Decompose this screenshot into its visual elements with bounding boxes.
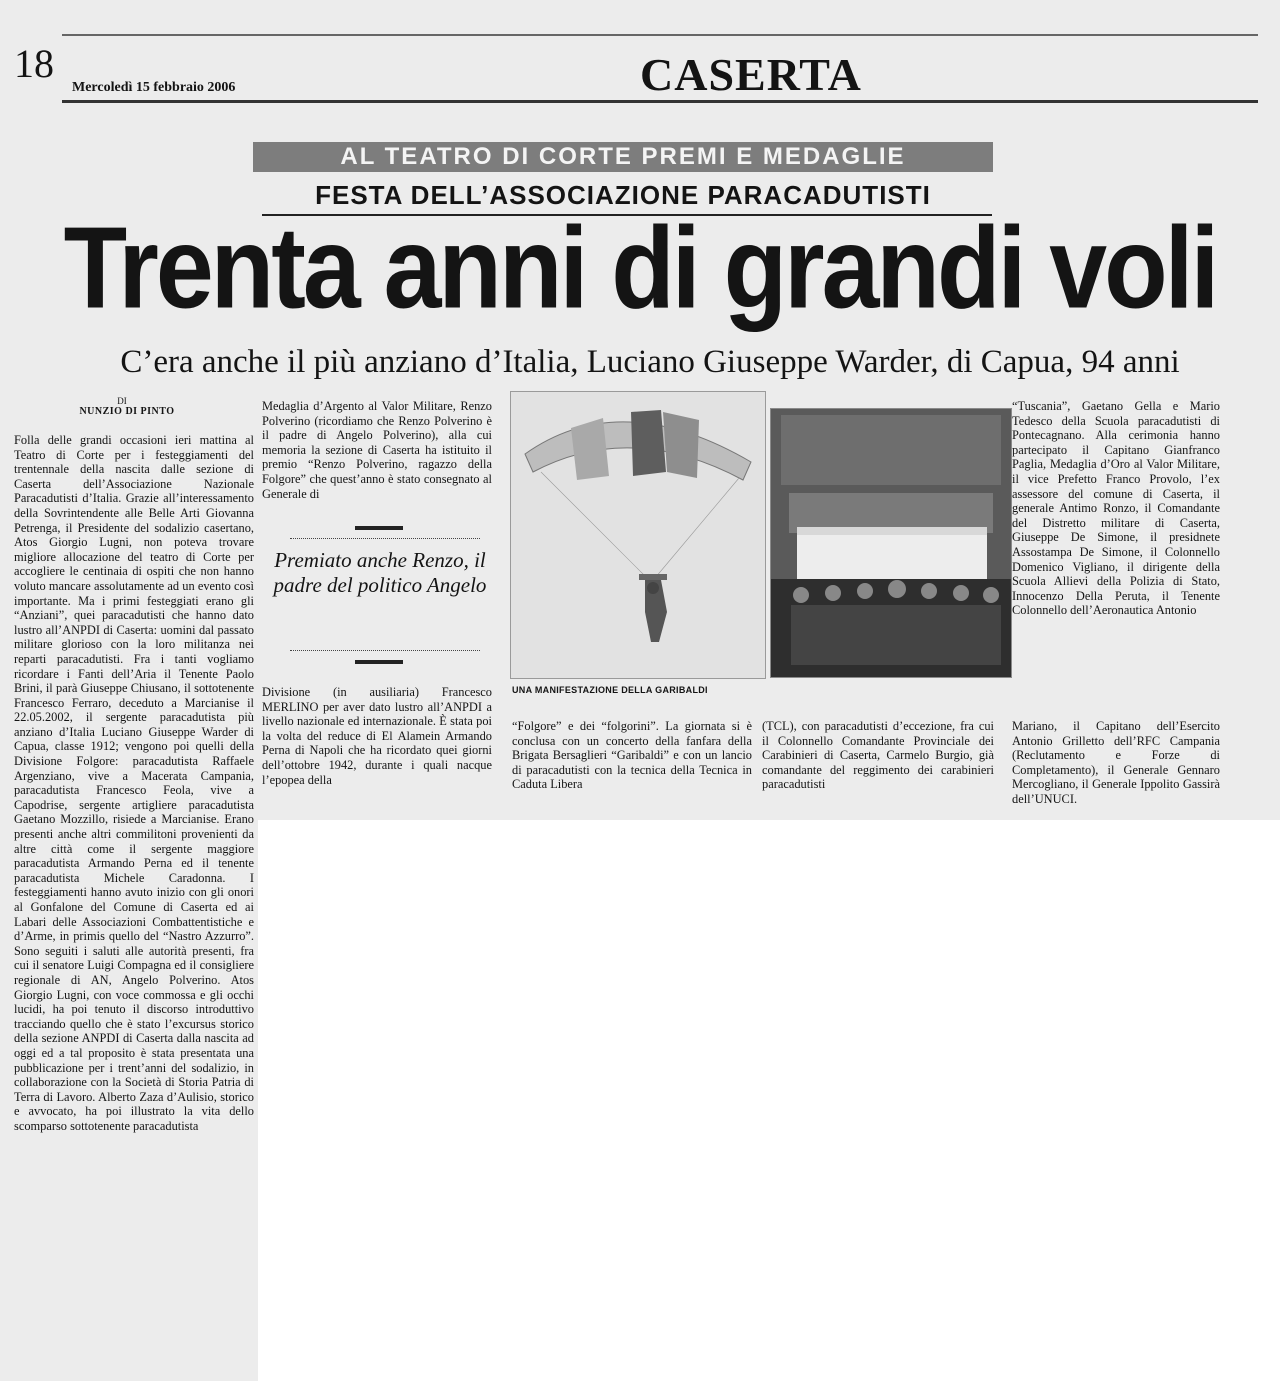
article-column-1 (14, 433, 254, 1134)
column-text: Mariano, il Capitano dell’Esercito Antonio Grilletto dell’RFC Campania (Reclutamento e Forze di Completamento), il Generale Gennaro Mercogliano, il Generale Ippolito Gassirà dell’UNUCI. (1012, 719, 1220, 806)
page-number: 18 (14, 41, 54, 86)
article-column-4 (762, 719, 994, 792)
column-text: “Folgore” e dei “folgorini”. La giornata si è conclusa con un concerto della fanfara della Brigata Bersaglieri “Garibaldi” e con un lancio di paracadutisti con la tecnica della Tecnica in Caduta Libera (512, 719, 752, 792)
section-title: CASERTA (640, 49, 862, 100)
masthead-rule (62, 100, 1258, 103)
byline-prefix: DI (117, 396, 127, 406)
ceremony-photo (770, 408, 1012, 678)
byline: NUNZIO DI PINTO (79, 406, 175, 417)
standfirst: C’era anche il più anziano d’Italia, Luciano Giuseppe Warder, di Capua, 94 anni (120, 344, 1180, 380)
pull-quote-dots-bottom (290, 650, 480, 651)
article-column-6 (1012, 719, 1220, 807)
column-text: Folla delle grandi occasioni ieri mattina al Teatro di Corte per i festeggiamenti del trentennale della nascita dalle sezione di Caserta dell’Associazione Nazionale Paracadutisti d’Italia. Grazie all’interessamento della Sovrintendente alle Belle Arti Giovanna Petrenga, il Presidente del sodalizio casertano, Atos Giorgio Lugni, non poteva trovare migliore allocazione del teatro di Corte per accogliere le centinaia di ospiti che non hanno voluto mancare assolutamente ad un evento così importante. Ma i primi festeggiati erano gli “Anziani”, quei paracadutisti che hanno dato lustro all’ANPDI di Caserta: uomini dal passato militare glorioso con la loro militanza nei reparti paracadutisti. Fra i tanti vogliamo ricordare i Fanti dell’Aria il Tenente Paolo Brini, il parà Giuseppe Chiusano, il sottotenente Francesco Ferraro, deceduto a Marcianise il 22.05.2002, il sergente paracadutista più anziano d’Italia Luciano Giuseppe Warder di Capua, classe 1912; vengono poi quelli della Divisione Folgore: paracadutista Raffaele Argenziano, vive a Macerata Campania, paracadutista Francesco Feola, vive a Capodrise, sergente artigliere paracadutista Gaetano Mozzillo, risiede a Marcianise. Erano presenti anche altri commilitoni provenienti da altre città come il sergente maggiore paracadutista Armando Perna ed il tenente paracadutista Michele Caradonna. I festeggiamenti hanno avuto inizio con gli onori al Gonfalone del Comune di Caserta ed ai Labari delle Associazioni Combattentistiche e d’Arme, in primis quello del “Nastro Azzurro”. Sono seguiti i saluti alle autorità presenti, fra cui il senatore Luigi Compagna ed il consigliere regionale di AN, Angelo Polverino. Atos Giorgio Lugni, con voce commossa e gli occhi lucidi, ha poi tenuto il discorso introduttivo tracciando quello che è stato l’excursus storico della sezione ANPDI di Caserta dalla nascita ad oggi ed a tal proposito è stata presentata una pubblicazione per i trent’anni del sodalizio, in collaborazione con la Società di Storia Patria di Terra di Lavoro. Alberto Zaza d’Aulisio, storico e avvocato, ha poi illustrato la vita dello scomparso sottotenente paracadutista (14, 433, 254, 1133)
pull-quote-rule-top (355, 526, 403, 530)
column-text: Medaglia d’Argento al Valor Militare, Renzo Polverino (ricordiamo che Renzo Polverino è il padre di Angelo Polverino), alla cui memoria la sezione di Caserta ha istituito il premio “Renzo Polverino, ragazzo della Folgore” che quest’anno è stato consegnato al Generale di (262, 399, 492, 501)
parachute-photo (510, 391, 766, 679)
column-text: (TCL), con paracadutisti d’eccezione, fra cui il Colonnello Comandante Provinciale dei Carabinieri di Caserta, Carmelo Burgio, già comandante del reggimento dei carabinieri paracadutisti (762, 719, 994, 792)
article-column-3 (512, 719, 752, 792)
column-text: Divisione (in ausiliaria) Francesco MERLINO per aver dato lustro all’ANPDI a livello nazionale ed internazionale. È stata poi la volta del reduce di El Alamein Armando Perna di Napoli che ha ricordato quei giorni dell’ottobre 1942, durante i quali nacque l’epopea della (262, 685, 492, 787)
ceremony-illustration (771, 409, 1011, 677)
article-column-2-top (262, 399, 492, 501)
column-text: “Tuscania”, Gaetano Gella e Mario Tedesco della Scuola paracadutisti di Pontecagnano. Alla cerimonia hanno partecipato il Capitano Gianfranco Paglia, Medaglia d’Oro al Valor Militare, il vice Prefetto Franco Provolo, l’ex assessore del comune di Caserta, il generale Antimo Ronzo, il Comandante del Distretto militare di Caserta, Giuseppe De Simone, il presidnete Assostampa De Simone, il Colonnello Domenico Vigliano, il dirigente della Scuola Allievi della Polizia di Stato, Innocenzo Della Peruta, il Tenente Colonnello dell’Aeronautica Antonio (1012, 399, 1220, 618)
article-column-5 (1012, 399, 1220, 618)
photo-caption: UNA MANIFESTAZIONE DELLA GARIBALDI (512, 685, 708, 695)
article-column-2-bottom (262, 685, 492, 787)
subkicker: FESTA DELL’ASSOCIAZIONE PARACADUTISTI (315, 180, 931, 210)
issue-date: Mercoledì 15 febbraio 2006 (72, 80, 236, 95)
pull-quote-dots-top (290, 538, 480, 539)
kicker-banner: AL TEATRO DI CORTE PREMI E MEDAGLIE (253, 142, 993, 172)
pull-quote-rule-bottom (355, 660, 403, 664)
pull-quote: Premiato anche Renzo, il padre del politico Angelo (273, 548, 487, 597)
headline: Trenta anni di grandi voli (63, 203, 1217, 334)
top-thin-rule (62, 34, 1258, 36)
parachute-illustration (511, 392, 765, 678)
